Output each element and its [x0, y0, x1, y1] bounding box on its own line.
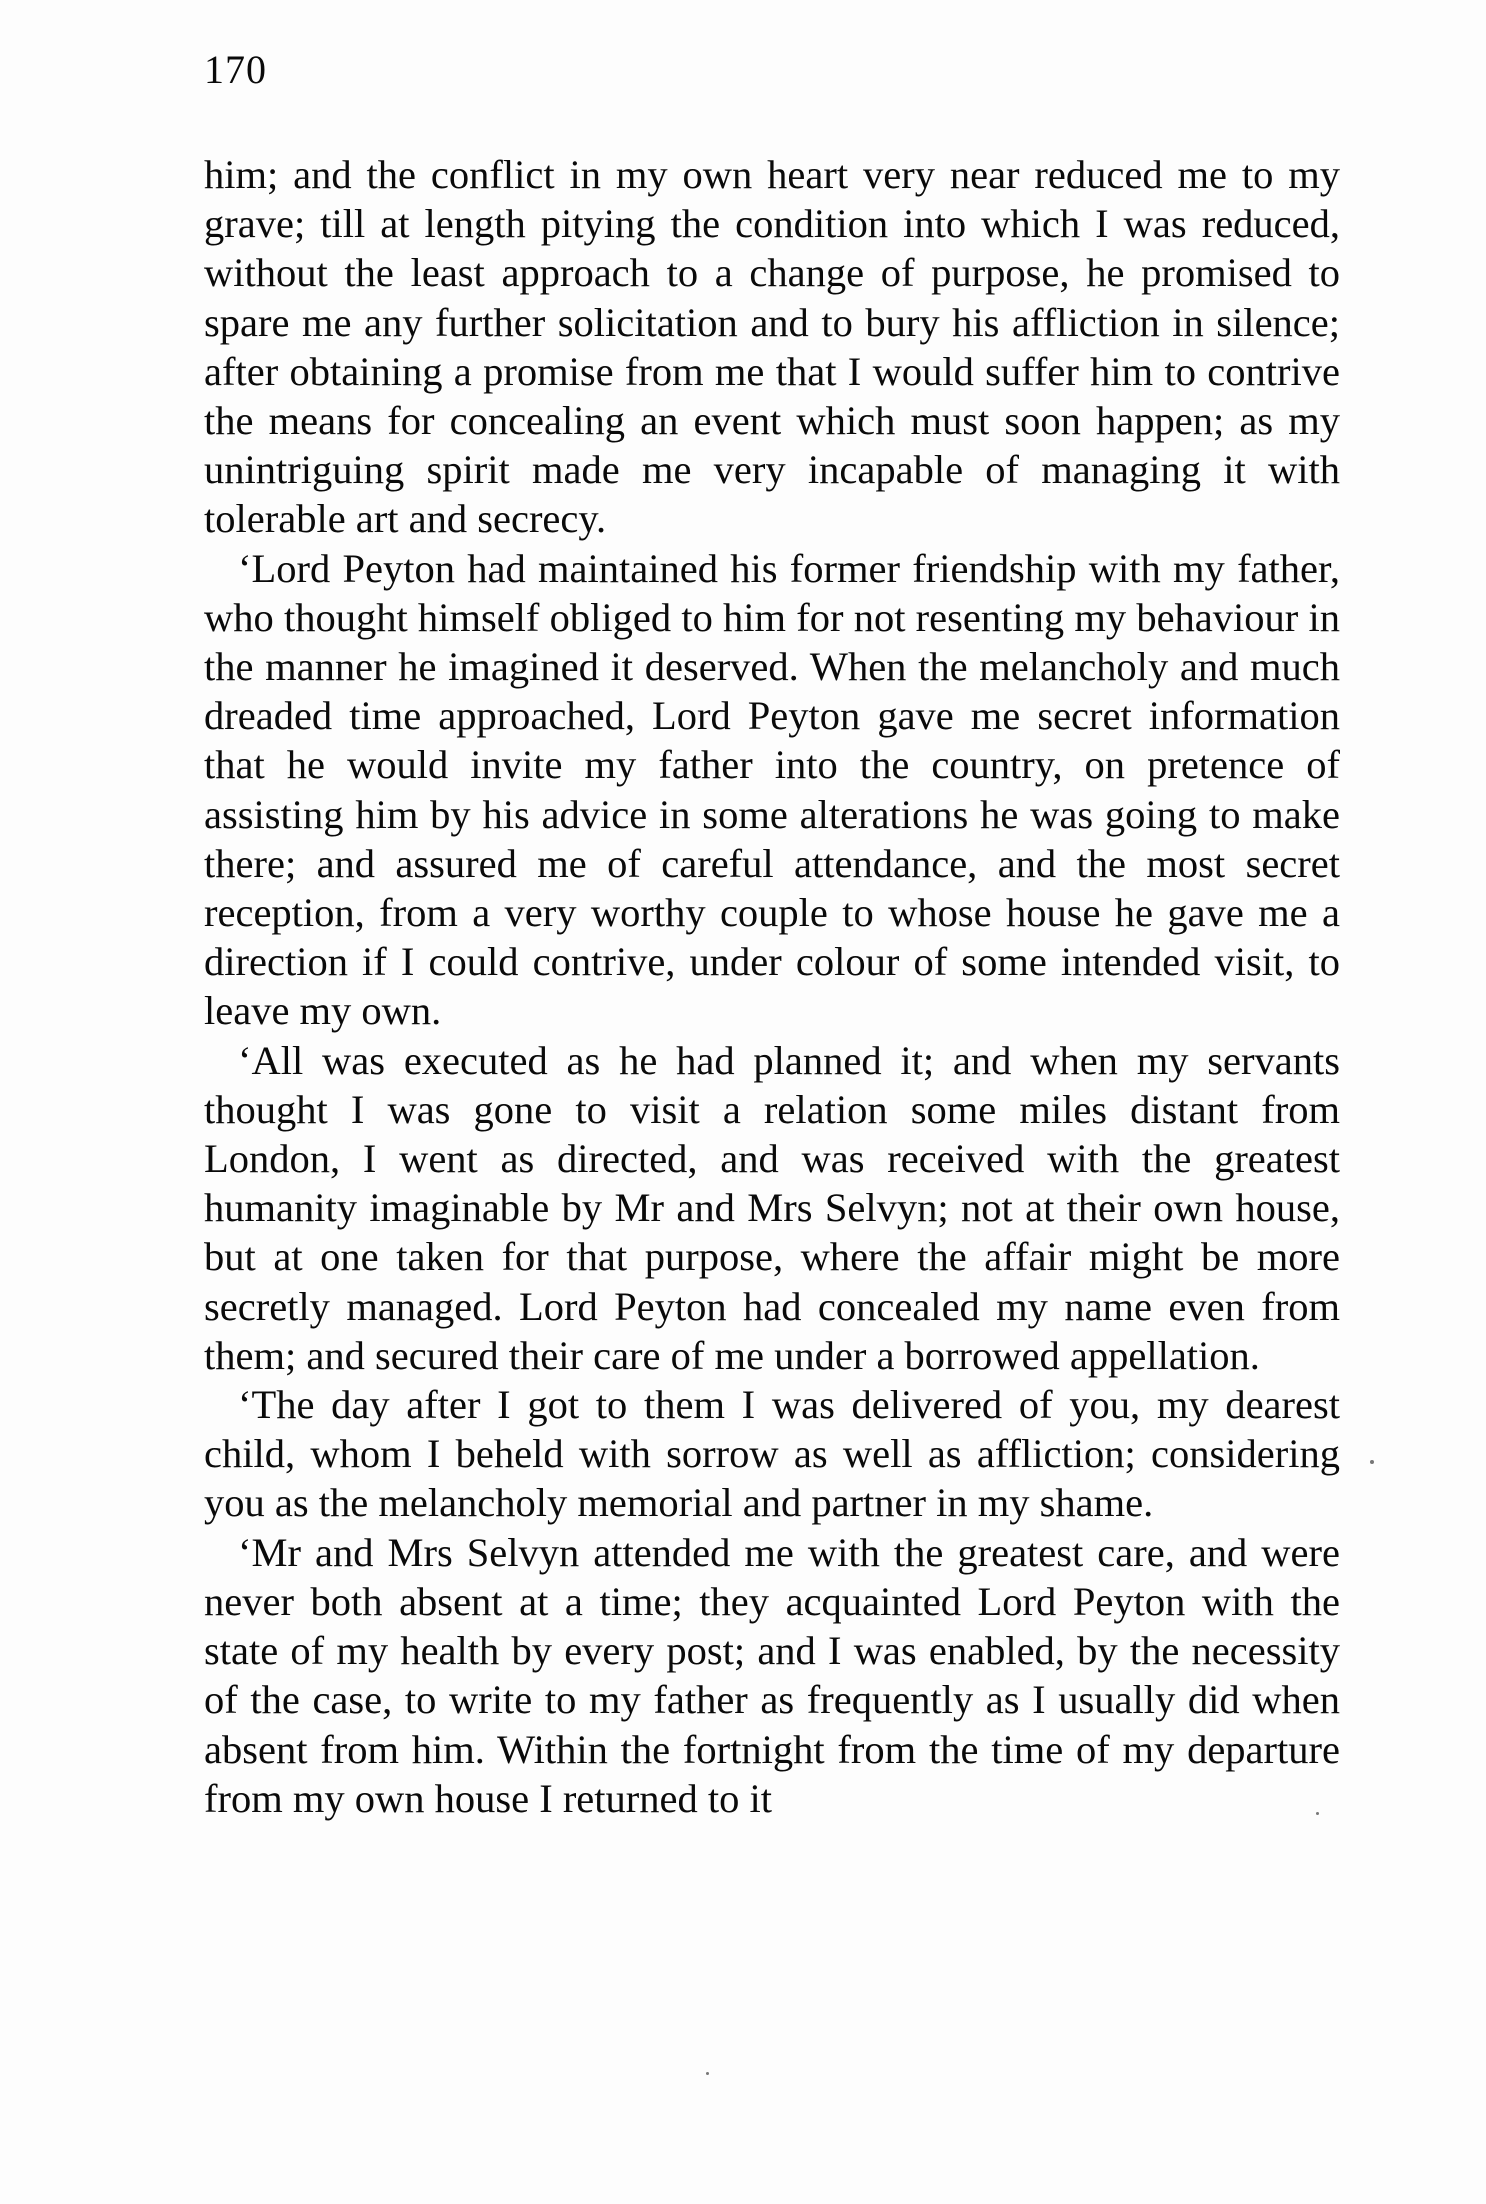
paragraph-2: ‘Lord Peyton had maintained his former friendship with my father, who thought himself obliged to him for not resenting my behaviour in the manner he imagined it deserved. When the melancholy and much dreaded time approached, Lord Peyton gave me secret information that he would invite my father into the country, on pretence of assisting him by his advice in some alterations he was going to make there; and assured me of careful attendance, and the most secret reception, from a very worthy couple to whose house he gave me a direction if I could contrive, under colour of some intended visit, to leave my own. [204, 545, 1340, 1034]
paragraph-1: him; and the conflict in my own heart very near reduced me to my grave; till at length pitying the condition into which I was reduced, without the least approach to a change of purpose, he promised to spare me any further solicitation and to bury his affliction in silence; after obtaining a promise from me that I would suffer him to contrive the means for concealing an event which must soon happen; as my unintriguing spirit made me very incapable of managing it with tolerable art and secrecy. [204, 152, 1340, 542]
paragraph-3: ‘All was executed as he had planned it; and when my servants thought I was gone to visit a relation some miles distant from London, I went as directed, and was received with the greatest humanity imaginable by Mr and Mrs Selvyn; not at their own house, but at one taken for that purpose, where the affair might be more secretly managed. Lord Peyton had concealed my name even from them; and secured their care of me under a borrowed appellation. [204, 1037, 1340, 1378]
page-number: 170 [204, 47, 267, 92]
scan-speck [706, 2072, 709, 2075]
paragraph-5: ‘Mr and Mrs Selvyn attended me with the greatest care, and were never both absent at a time; they acquainted Lord Peyton with the state of my health by every post; and I was enabled, by the necessity of the case, to write to my father as frequently as I usually did when absent from him. Within the fortnight from the time of my departure from my own house I returned to it [204, 1529, 1340, 1821]
scan-speck [1370, 1460, 1374, 1464]
paragraph-4: ‘The day after I got to them I was delivered of you, my dearest child, whom I beheld with sorrow as well as affliction; considering you as the melancholy memorial and partner in my shame. [204, 1382, 1340, 1526]
body-text [204, 150, 1340, 1823]
scan-speck [1316, 1812, 1319, 1815]
